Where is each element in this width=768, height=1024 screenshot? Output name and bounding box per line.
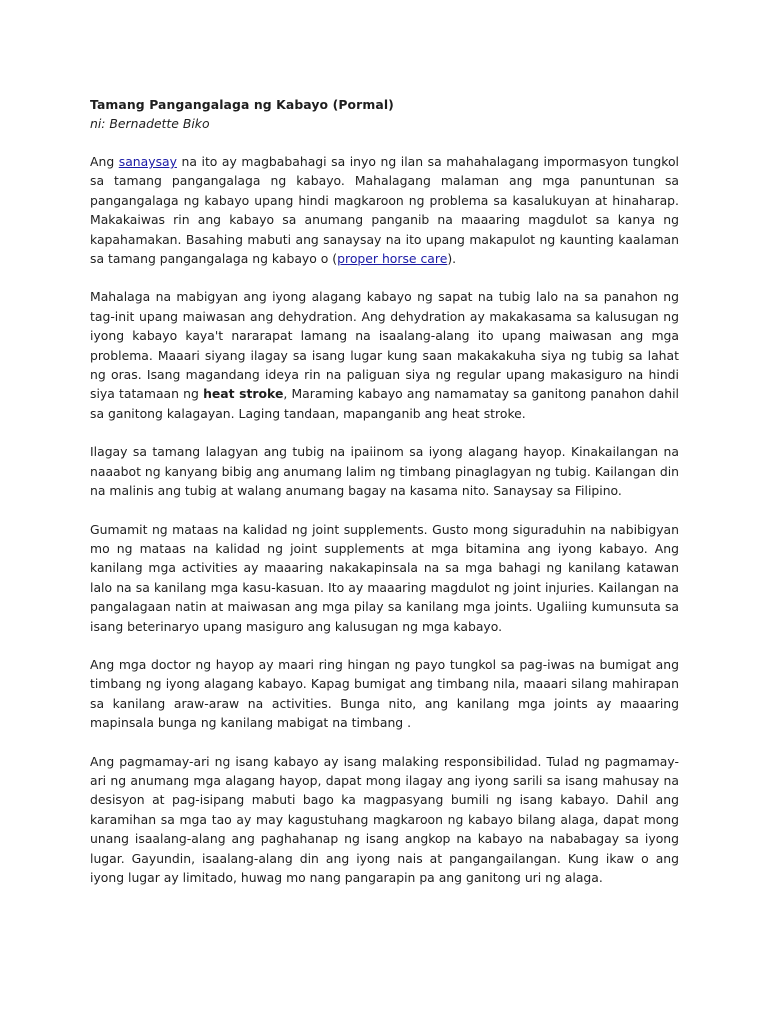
proper-horse-care-link[interactable]: proper horse care [337, 251, 448, 267]
paragraph-doctor: Ang mga doctor ng hayop ay maari ring hingan ng payo tungkol sa pag-iwas na bumigat ang timbang ng iyong alagang kabayo. Kapag bumigat ang timbang nila, maaari silang mahirapan sa kanilang araw-araw na activities. Bunga nito, ang kanilang mga joints ay maaaring mapinsala bunga ng kanilang mabigat na timbang . [90, 656, 679, 731]
document-author: ni: Bernadette Biko [90, 116, 210, 131]
heat-stroke-term: heat stroke [203, 386, 284, 402]
document-title: Tamang Pangangalaga ng Kabayo (Pormal) [90, 97, 394, 112]
sanaysay-link[interactable]: sanaysay [118, 154, 177, 169]
paragraph-container: Ilagay sa tamang lalagyan ang tubig na ipaiinom sa iyong alagang hayop. Kinakailangan na naaabot ng kanyang bibig ang anumang lalim ng timbang pinaglagyan ng tubig. Kailangan din na malinis ang tubig at walang anumang bagay na kasama nito. Sanaysay sa Filipino. [90, 444, 679, 499]
paragraph-ownership: Ang pagmamay-ari ng isang kabayo ay isang malaking responsibilidad. Tulad ng pagmamay-ari ng anumang mga alagang hayop, dapat mong ilagay ang iyong sarili sa isang mahusay na desisyon at pag-isipang mabuti bago ka magpasyang bumili ng isang kabayo. Dahil ang karamihan sa mga tao ay may kagustuhang magkaroon ng kabayo bilang alaga, dapat mong unang isaalang-alang ang paghahanap ng isang angkop na kabayo na nababagay sa iyong lugar. Gayundin, isaalang-alang din ang iyong nais at pangangailangan. Kung ikaw o ang iyong lugar ay limitado, huwag mo nang pangarapin pa ang ganitong uri ng alaga. [90, 753, 679, 885]
paragraph-supplements: Gumamit ng mataas na kalidad ng joint supplements. Gusto mong siguraduhin na nabibigyan mo ng mataas na kalidad ng joint supplements at mga bitamina ang iyong kabayo. Ang kanilang mga activities ay maaaring nakakapinsala na sa mga bahagi ng kanilang katawan lalo na sa kanilang mga kasu-kasuan. Ito ay maaaring magdulot ng joint injuries. Kailangan na pangalagaan natin at maiwasan ang mga pilay sa kanilang mga joints. Ugaliing kumunsuta sa isang beterinaryo upang masiguro ang kalusugan ng mga kabayo. [90, 521, 679, 634]
paragraph-intro: Ang sanaysay na ito ay magbabahagi sa inyo ng ilan sa mahahalagang impormasyon tungkol sa tamang pangangalaga ng kabayo. Mahalagang malaman ang mga panuntunan sa pangangalaga ng kabayo upang hindi magkaroon ng problema sa kasalukuyan at hinaharap. Makakaiwas rin ang kabayo sa anumang panganib na maaaring magdulot sa kanya ng kapahamakan. Basahing mabuti ang sanaysay na ito upang makapulot ng kaunting kaalaman sa tamang pangangalaga ng kabayo o (proper horse care). [90, 154, 679, 267]
paragraph-water: Mahalaga na mabigyan ang iyong alagang kabayo ng sapat na tubig lalo na sa panahon ng tag-init upang maiwasan ang dehydration. Ang dehydration ay makakasama sa kalusugan ng iyong kabayo kaya't nararapat lamang na isaalang-alang ito upang maiwasan ang mga problema. Maaari siyang ilagay sa isang lugar kung saan makakakuha siya ng tubig sa lahat ng oras. Isang magandang ideya rin na paliguan siya ng regular upang makasiguro na hindi siya tatamaan ng heat stroke, Maraming kabayo ang namamatay sa ganitong panahon dahil sa ganitong kalagayan. Laging tandaan, mapanganib ang heat stroke. [90, 289, 679, 421]
document-body [90, 95, 679, 906]
